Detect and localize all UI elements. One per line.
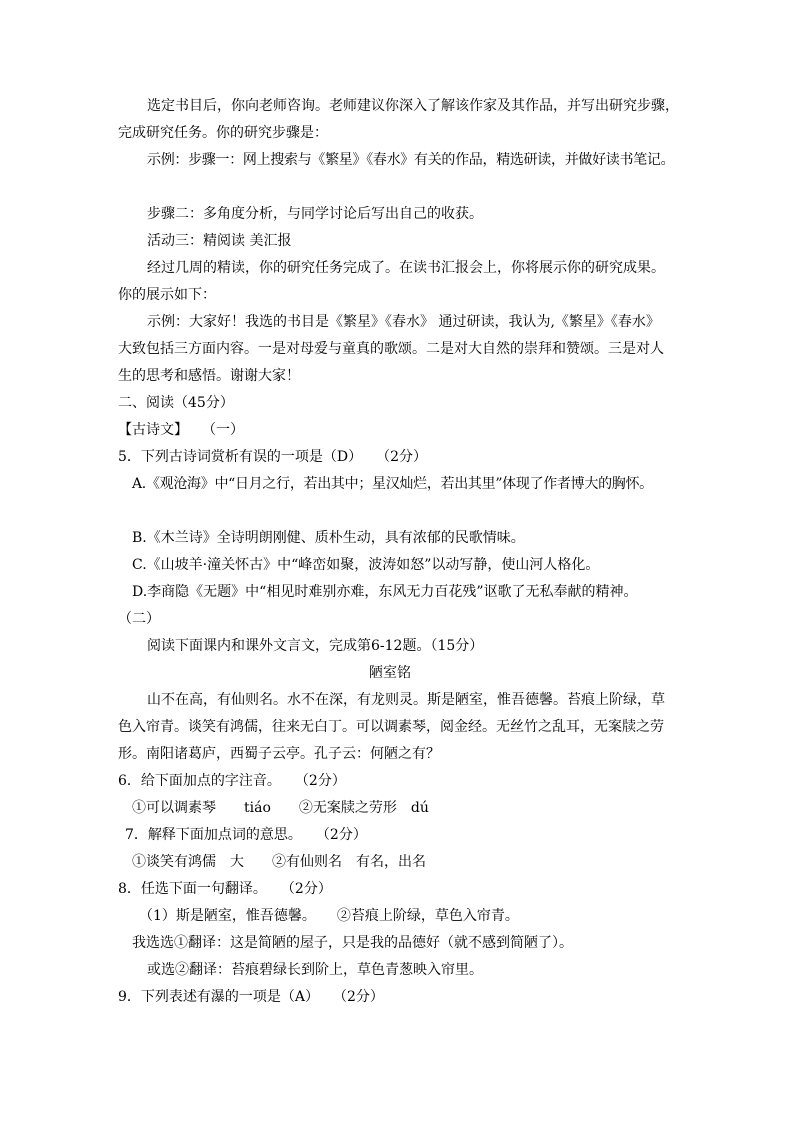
question-title: 8．任选下面一句翻译。 （2分） <box>118 881 332 897</box>
instruction-text: 阅读下面课内和课外文言文，完成第6-12题。（15分） <box>147 638 484 654</box>
text-line: 示例：大家好！我选的书目是《繁星》《春水》 通过研读，我认为,《繁星》《春水》 <box>147 314 660 330</box>
question-title: 6．给下面加点的字注音。 （2分） <box>118 773 346 789</box>
option-a: A.《观沧海》中“日月之行，若出其中；星汉灿烂，若出其里”体现了作者博大的胸怀。 <box>132 476 653 492</box>
option-d: D.李商隐《无题》中“相见时难别亦难，东风无力百花残”讴歌了无私奉献的精神。 <box>132 584 638 600</box>
question-title: 9．下列表述有瀑的一项是（A） （2分） <box>118 989 384 1005</box>
passage-line: 形。南阳诸葛庐，西蜀子云亭。孔子云：何陋之有？ <box>118 746 440 762</box>
text-line: 你的展示如下： <box>118 287 216 303</box>
question-title: 7．解释下面加点词的意思。 （2分） <box>125 827 367 843</box>
text-line: 大致包括三方面内容。一是对母爱与童真的歌颂。二是对大自然的崇拜和赞颂。三是对人 <box>118 341 664 357</box>
option-b: B.《木兰诗》全诗明朗刚健、质朴生动，具有浓郁的民歌情味。 <box>132 530 525 546</box>
answer-line: （1）斯是陋室，惟吾德馨。 ②苔痕上阶绿，草色入帘青。 <box>139 908 519 924</box>
answer-line: 或选②翻译：苔痕碧绿长到阶上，草色青葱映入帘里。 <box>147 962 483 978</box>
text-line: 步骤二：多角度分析，与同学讨论后写出自己的收获。 <box>147 206 483 222</box>
section-heading: （二） <box>118 611 160 627</box>
passage-line: 色入帘青。谈笑有鸿儒，往来无白丁。可以调素琴，阅金经。无丝竹之乱耳，无案牍之劳 <box>118 719 664 735</box>
answer-line: ①可以调素琴 tiáo ②无案牍之劳形 dú <box>132 800 429 816</box>
text-line: 选定书目后，你向老师咨询。老师建议你深入了解该作家及其作品，并写出研究步骤， <box>147 98 679 114</box>
text-line: 活动三：精阅读 美汇报 <box>147 233 292 249</box>
answer-line: ①谈笑有鸿儒 大 ②有仙则名 有名，出名 <box>132 854 426 870</box>
question-title: 5．下列古诗词赏析有误的一项是（D） （2分） <box>118 449 428 465</box>
answer-line: 我选选①翻译：这是简陋的屋子，只是我的品德好（就不感到简陋了）。 <box>132 935 573 951</box>
text-line: 经过几周的精读，你的研究任务完成了。在读书汇报会上，你将展示你的研究成果。 <box>147 260 665 276</box>
section-heading: 【古诗文】 （一） <box>118 422 244 438</box>
section-heading: 二、阅读（45分） <box>118 395 234 411</box>
passage-title: 陋室铭 <box>369 665 411 681</box>
option-c: C.《山坡羊·潼关怀古》中“峰峦如聚，波涛如怒”以动写静，使山河人格化。 <box>132 557 600 573</box>
passage-line: 山不在高，有仙则名。水不在深，有龙则灵。斯是陋室，惟吾德馨。苔痕上阶绿，草 <box>147 692 665 708</box>
text-line: 示例：步骤一：网上搜索与《繁星》《春水》有关的作品，精选研读，并做好读书笔记。 <box>147 152 675 168</box>
text-line: 生的思考和感悟。谢谢大家！ <box>118 368 300 384</box>
text-line: 完成研究任务。你的研究步骤是： <box>118 125 328 141</box>
